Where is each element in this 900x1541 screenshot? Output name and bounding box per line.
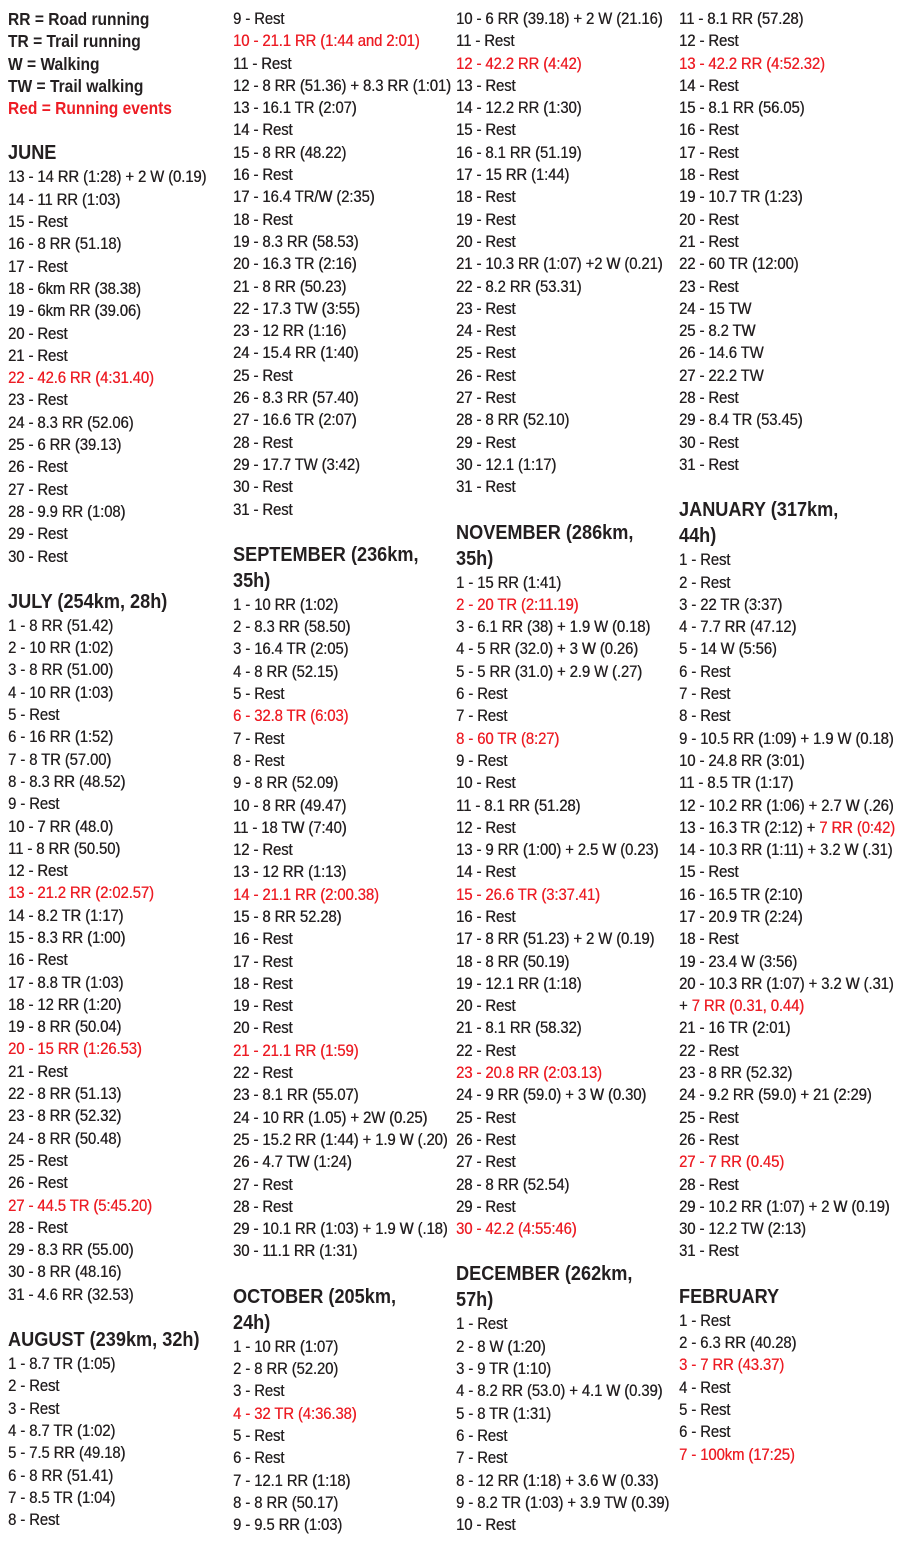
log-entry: 18 - 6km RR (38.38) xyxy=(8,278,141,298)
log-entry: 9 - Rest xyxy=(8,794,60,814)
log-entry: 6 - Rest xyxy=(233,1448,285,1468)
log-entry: 21 - Rest xyxy=(8,1061,68,1081)
log-entry: 4 - 8.7 TR (1:02) xyxy=(8,1420,116,1440)
log-entry: 20 - Rest xyxy=(8,323,68,343)
month-header-continued: 35h) xyxy=(456,546,494,570)
log-entry: 24 - 15 TW xyxy=(679,298,752,318)
log-entry: 11 - 8.5 TR (1:17) xyxy=(679,773,794,793)
text-segment: 13 - 16.3 TR (2:12) + xyxy=(679,817,820,837)
log-entry: 30 - Rest xyxy=(233,477,293,497)
log-entry: 27 - 16.6 TR (2:07) xyxy=(233,410,357,430)
log-entry: 6 - Rest xyxy=(456,1425,508,1445)
log-entry: 2 - 8 W (1:20) xyxy=(456,1336,546,1356)
log-entry-event: 21 - 21.1 RR (1:59) xyxy=(233,1040,359,1060)
log-entry: 7 - 12.1 RR (1:18) xyxy=(233,1470,351,1490)
log-entry: 29 - 10.2 RR (1:07) + 2 W (0.19) xyxy=(679,1196,890,1216)
log-entry: 1 - Rest xyxy=(679,550,731,570)
log-entry: 26 - Rest xyxy=(456,1129,516,1149)
log-entry: 23 - 8 RR (52.32) xyxy=(8,1106,122,1126)
log-entry: 18 - Rest xyxy=(679,165,739,185)
log-entry: 8 - 8 RR (50.17) xyxy=(233,1492,339,1512)
log-entry: 28 - Rest xyxy=(233,1196,293,1216)
log-entry-event: 27 - 7 RR (0.45) xyxy=(679,1152,785,1172)
log-entry: 5 - Rest xyxy=(233,684,285,704)
log-entry: 25 - Rest xyxy=(679,1107,739,1127)
log-entry: 16 - Rest xyxy=(233,165,293,185)
log-entry: 20 - Rest xyxy=(679,209,739,229)
log-entry: 15 - Rest xyxy=(8,212,68,232)
log-entry: 19 - Rest xyxy=(233,996,293,1016)
log-entry: 12 - Rest xyxy=(8,861,68,881)
event-segment: 7 RR (0.31, 0.44) xyxy=(691,996,805,1016)
log-entry: 2 - 10 RR (1:02) xyxy=(8,638,114,658)
log-entry: 3 - 22 TR (3:37) xyxy=(679,594,783,614)
log-entry: 14 - Rest xyxy=(233,120,293,140)
log-entry: 28 - Rest xyxy=(679,1174,739,1194)
log-entry: 31 - 4.6 RR (32.53) xyxy=(8,1284,134,1304)
log-entry: 16 - Rest xyxy=(456,906,516,926)
log-entry: 7 - 8.5 TR (1:04) xyxy=(8,1487,116,1507)
log-entry: 24 - 10 RR (1.05) + 2W (0.25) xyxy=(233,1107,428,1127)
log-entry: 28 - 8 RR (52.54) xyxy=(456,1174,570,1194)
log-entry-event: 6 - 32.8 TR (6:03) xyxy=(233,706,349,726)
log-entry: 6 - 16 RR (1:52) xyxy=(8,727,114,747)
log-entry: 10 - 7 RR (48.0) xyxy=(8,816,114,836)
log-entry: 26 - Rest xyxy=(8,1173,68,1193)
log-entry: 17 - 8.8 TR (1:03) xyxy=(8,972,124,992)
month-header: JUNE xyxy=(8,141,57,165)
log-entry: 2 - 8 RR (52.20) xyxy=(233,1359,339,1379)
month-header-continued: 57h) xyxy=(456,1288,494,1312)
log-entry: 31 - Rest xyxy=(456,477,516,497)
log-entry: 9 - 8.2 TR (1:03) + 3.9 TW (0.39) xyxy=(456,1492,670,1512)
log-entry: 29 - 10.1 RR (1:03) + 1.9 W (.18) xyxy=(233,1219,448,1239)
log-entry: 11 - Rest xyxy=(456,31,515,51)
log-entry: 7 - Rest xyxy=(233,728,285,748)
log-entry: 21 - 16 TR (2:01) xyxy=(679,1018,791,1038)
log-entry-event: 3 - 7 RR (43.37) xyxy=(679,1355,785,1375)
log-entry-event: 23 - 20.8 RR (2:03.13) xyxy=(456,1063,602,1083)
log-entry: 17 - 20.9 TR (2:24) xyxy=(679,906,803,926)
column-2 xyxy=(233,8,458,1536)
log-entry: 18 - 12 RR (1:20) xyxy=(8,994,122,1014)
month-header: NOVEMBER (286km, xyxy=(456,520,634,544)
log-entry-mixed xyxy=(679,817,900,839)
log-entry: 10 - Rest xyxy=(456,773,516,793)
log-entry: 14 - 11 RR (1:03) xyxy=(8,189,121,209)
log-entry: 2 - 6.3 RR (40.28) xyxy=(679,1333,797,1353)
log-entry: 21 - 8 RR (50.23) xyxy=(233,276,347,296)
log-entry: 5 - Rest xyxy=(233,1425,285,1445)
log-entry: 18 - Rest xyxy=(233,209,293,229)
log-entry: 6 - Rest xyxy=(679,661,731,681)
log-entry: 20 - Rest xyxy=(456,231,516,251)
log-entry-event: 4 - 32 TR (4:36.38) xyxy=(233,1403,357,1423)
log-entry: 30 - Rest xyxy=(679,432,739,452)
log-entry: 12 - Rest xyxy=(679,31,739,51)
log-entry: 9 - 10.5 RR (1:09) + 1.9 W (0.18) xyxy=(679,728,894,748)
legend-line-red: Red = Running events xyxy=(8,98,172,119)
log-entry: 14 - 8.2 TR (1:17) xyxy=(8,905,124,925)
log-entry: 2 - Rest xyxy=(8,1376,60,1396)
log-entry-event: 22 - 42.6 RR (4:31.40) xyxy=(8,368,154,388)
log-entry: 17 - 15 RR (1:44) xyxy=(456,165,570,185)
log-entry: 4 - 8 RR (52.15) xyxy=(233,661,339,681)
month-header-continued: 24h) xyxy=(233,1310,271,1334)
log-entry: 16 - Rest xyxy=(8,950,68,970)
log-entry: 24 - 9.2 RR (59.0) + 21 (2:29) xyxy=(679,1085,872,1105)
log-entry: 7 - 8 TR (57.00) xyxy=(8,749,112,769)
log-entry: 15 - 8.3 RR (1:00) xyxy=(8,927,126,947)
log-entry: 8 - Rest xyxy=(679,706,731,726)
log-entry: 10 - 8 RR (49.47) xyxy=(233,795,347,815)
log-entry: 3 - 16.4 TR (2:05) xyxy=(233,639,349,659)
log-entry: 7 - Rest xyxy=(679,684,731,704)
log-entry-event: 14 - 21.1 RR (2:00.38) xyxy=(233,884,379,904)
log-entry: 19 - 12.1 RR (1:18) xyxy=(456,973,582,993)
log-entry: 10 - 6 RR (39.18) + 2 W (21.16) xyxy=(456,9,663,28)
log-entry: 20 - Rest xyxy=(456,996,516,1016)
column-3 xyxy=(456,8,681,1536)
log-entry: 25 - Rest xyxy=(456,343,516,363)
log-entry: 23 - 12 RR (1:16) xyxy=(233,321,347,341)
log-entry: 31 - Rest xyxy=(233,499,293,519)
log-entry: 25 - Rest xyxy=(8,1150,68,1170)
log-entry-event: 13 - 21.2 RR (2:02.57) xyxy=(8,883,154,903)
log-entry: 26 - 8.3 RR (57.40) xyxy=(233,388,359,408)
text-segment: + xyxy=(679,996,692,1016)
month-header: JANUARY (317km, xyxy=(679,498,839,522)
log-entry: 22 - Rest xyxy=(456,1040,516,1060)
log-entry: 16 - 8 RR (51.18) xyxy=(8,234,122,254)
log-entry: 29 - Rest xyxy=(8,524,68,544)
log-entry: 9 - 8 RR (52.09) xyxy=(233,773,339,793)
log-entry: 18 - Rest xyxy=(233,973,293,993)
log-entry: 17 - Rest xyxy=(679,142,739,162)
log-entry: 5 - 14 W (5:56) xyxy=(679,639,777,659)
log-entry: 23 - Rest xyxy=(679,276,739,296)
log-entry-event: 13 - 42.2 RR (4:52.32) xyxy=(679,53,825,73)
log-entry: 28 - Rest xyxy=(233,432,293,452)
log-entry: 21 - Rest xyxy=(8,345,68,365)
log-entry: 4 - Rest xyxy=(679,1377,731,1397)
log-entry: 29 - 8.4 TR (53.45) xyxy=(679,410,803,430)
log-entry-event: 12 - 42.2 RR (4:42) xyxy=(456,53,582,73)
log-entry: 13 - 12 RR (1:13) xyxy=(233,862,347,882)
log-entry: 2 - 8.3 RR (58.50) xyxy=(233,617,351,637)
log-entry: 3 - Rest xyxy=(8,1398,60,1418)
log-entry: 23 - Rest xyxy=(456,298,516,318)
log-entry: 22 - 17.3 TW (3:55) xyxy=(233,298,360,318)
log-entry: 28 - 8 RR (52.10) xyxy=(456,410,570,430)
log-entry: 27 - Rest xyxy=(456,1152,516,1172)
log-entry: 9 - Rest xyxy=(456,750,508,770)
log-entry: 26 - 14.6 TW xyxy=(679,343,764,363)
month-header: FEBRUARY xyxy=(679,1284,780,1308)
log-entry: 12 - 8 RR (51.36) + 8.3 RR (1:01) xyxy=(233,75,451,95)
legend-line: TR = Trail running xyxy=(8,31,141,52)
log-entry: 19 - 6km RR (39.06) xyxy=(8,301,141,321)
log-entry: 20 - 10.3 RR (1:07) + 3.2 W (.31) xyxy=(679,973,894,993)
log-entry: 30 - 12.1 (1:17) xyxy=(456,454,557,474)
log-entry: 22 - 8.2 RR (53.31) xyxy=(456,276,582,296)
log-entry: 8 - 12 RR (1:18) + 3.6 W (0.33) xyxy=(456,1470,659,1490)
log-entry: 15 - 8.1 RR (56.05) xyxy=(679,98,805,118)
log-entry: 2 - Rest xyxy=(679,572,731,592)
log-entry: 24 - 8.3 RR (52.06) xyxy=(8,412,134,432)
log-entry: 11 - 8.1 RR (57.28) xyxy=(679,9,804,28)
log-entry: 27 - 22.2 TW xyxy=(679,365,764,385)
log-entry: 11 - 8 RR (50.50) xyxy=(8,838,121,858)
month-header: SEPTEMBER (236km, xyxy=(233,542,419,566)
log-entry: 13 - Rest xyxy=(456,75,516,95)
log-entry: 22 - 8 RR (51.13) xyxy=(8,1084,122,1104)
log-entry-mixed xyxy=(679,995,900,1017)
month-header: DECEMBER (262km, xyxy=(456,1262,633,1286)
log-entry: 8 - 8.3 RR (48.52) xyxy=(8,771,126,791)
log-entry: 15 - 8 RR (48.22) xyxy=(233,142,347,162)
log-entry: 11 - Rest xyxy=(233,53,292,73)
log-entry: 12 - Rest xyxy=(233,840,293,860)
log-entry: 15 - Rest xyxy=(456,120,516,140)
log-entry: 17 - Rest xyxy=(233,951,293,971)
log-entry: 16 - Rest xyxy=(679,120,739,140)
column-1 xyxy=(8,8,233,1531)
log-entry: 15 - 8 RR 52.28) xyxy=(233,906,342,926)
log-entry: 27 - Rest xyxy=(233,1174,293,1194)
log-entry: 30 - 12.2 TW (2:13) xyxy=(679,1219,806,1239)
log-entry: 26 - Rest xyxy=(456,365,516,385)
log-entry: 10 - Rest xyxy=(456,1515,516,1535)
log-entry: 29 - Rest xyxy=(456,1196,516,1216)
log-entry: 25 - 15.2 RR (1:44) + 1.9 W (.20) xyxy=(233,1129,448,1149)
log-entry: 23 - Rest xyxy=(8,390,68,410)
month-header: AUGUST (239km, 32h) xyxy=(8,1328,200,1352)
log-entry: 10 - 24.8 RR (3:01) xyxy=(679,750,805,770)
log-entry: 16 - 8.1 RR (51.19) xyxy=(456,142,582,162)
log-entry: 31 - Rest xyxy=(679,1241,739,1261)
log-entry: 4 - 8.2 RR (53.0) + 4.1 W (0.39) xyxy=(456,1381,663,1401)
log-entry: 30 - 8 RR (48.16) xyxy=(8,1262,122,1282)
month-header-continued: 44h) xyxy=(679,524,717,548)
log-entry: 22 - Rest xyxy=(679,1040,739,1060)
column-4 xyxy=(679,8,900,1466)
log-entry: 1 - 10 RR (1:07) xyxy=(233,1336,339,1356)
log-entry: 26 - 4.7 TW (1:24) xyxy=(233,1152,352,1172)
log-entry: 19 - 8.3 RR (58.53) xyxy=(233,231,359,251)
log-entry: 28 - 9.9 RR (1:08) xyxy=(8,501,126,521)
log-entry: 17 - 16.4 TR/W (2:35) xyxy=(233,187,375,207)
log-entry: 25 - 6 RR (39.13) xyxy=(8,435,122,455)
log-entry: 24 - 9 RR (59.0) + 3 W (0.30) xyxy=(456,1085,647,1105)
log-entry: 16 - Rest xyxy=(233,929,293,949)
log-entry: 7 - Rest xyxy=(456,1448,508,1468)
log-entry: 31 - Rest xyxy=(679,454,739,474)
log-entry-event: 30 - 42.2 (4:55:46) xyxy=(456,1219,577,1239)
log-entry: 29 - Rest xyxy=(456,432,516,452)
log-entry: 30 - 11.1 RR (1:31) xyxy=(233,1241,358,1261)
log-entry: 30 - Rest xyxy=(8,546,68,566)
log-entry: 27 - Rest xyxy=(456,388,516,408)
log-entry: 12 - Rest xyxy=(456,817,516,837)
log-entry-event: 7 - 100km (17:25) xyxy=(679,1444,795,1464)
log-entry: 25 - Rest xyxy=(233,365,293,385)
legend-line: RR = Road running xyxy=(8,9,150,29)
log-entry: 24 - 8 RR (50.48) xyxy=(8,1128,122,1148)
log-entry: 15 - Rest xyxy=(679,862,739,882)
log-entry: 20 - 16.3 TR (2:16) xyxy=(233,254,357,274)
log-entry: 29 - 17.7 TW (3:42) xyxy=(233,454,360,474)
log-entry: 1 - 8.7 TR (1:05) xyxy=(8,1354,116,1374)
month-header: JULY (254km, 28h) xyxy=(8,589,168,613)
log-entry: 24 - 15.4 RR (1:40) xyxy=(233,343,359,363)
legend-line: TW = Trail walking xyxy=(8,75,144,96)
log-entry: 6 - Rest xyxy=(456,684,508,704)
log-entry: 21 - 10.3 RR (1:07) +2 W (0.21) xyxy=(456,254,663,274)
log-entry: 1 - Rest xyxy=(456,1314,508,1334)
log-entry: 29 - 8.3 RR (55.00) xyxy=(8,1240,134,1260)
log-entry: 16 - 16.5 TR (2:10) xyxy=(679,884,803,904)
log-entry: 28 - Rest xyxy=(679,388,739,408)
log-entry-event: 20 - 15 RR (1:26.53) xyxy=(8,1039,142,1059)
log-entry: 6 - 8 RR (51.41) xyxy=(8,1465,114,1485)
log-entry: 22 - Rest xyxy=(233,1063,293,1083)
log-entry: 11 - 18 TW (7:40) xyxy=(233,817,347,837)
log-entry: 13 - 14 RR (1:28) + 2 W (0.19) xyxy=(8,167,207,187)
log-entry: 1 - 15 RR (1:41) xyxy=(456,572,562,592)
log-entry: 1 - Rest xyxy=(679,1310,731,1330)
log-entry: 14 - 10.3 RR (1:11) + 3.2 W (.31) xyxy=(679,840,893,860)
log-entry: 5 - Rest xyxy=(679,1399,731,1419)
log-entry: 18 - Rest xyxy=(679,929,739,949)
log-entry: 9 - Rest xyxy=(233,9,285,28)
log-entry: 24 - Rest xyxy=(456,321,516,341)
log-entry: 21 - 8.1 RR (58.32) xyxy=(456,1018,582,1038)
log-entry: 4 - 10 RR (1:03) xyxy=(8,682,114,702)
log-entry: 25 - Rest xyxy=(456,1107,516,1127)
log-entry: 19 - 10.7 TR (1:23) xyxy=(679,187,803,207)
legend-line: W = Walking xyxy=(8,53,100,74)
log-entry: 26 - Rest xyxy=(679,1129,739,1149)
log-entry: 1 - 10 RR (1:02) xyxy=(233,594,339,614)
log-entry-event: 10 - 21.1 RR (1:44 and 2:01) xyxy=(233,31,420,51)
log-entry: 5 - 5 RR (31.0) + 2.9 W (.27) xyxy=(456,661,643,681)
log-entry: 18 - 8 RR (50.19) xyxy=(456,951,570,971)
log-entry: 23 - 8 RR (52.32) xyxy=(679,1063,793,1083)
log-entry: 14 - 12.2 RR (1:30) xyxy=(456,98,582,118)
log-entry: 19 - Rest xyxy=(456,209,516,229)
month-header: OCTOBER (205km, xyxy=(233,1284,397,1308)
log-entry: 3 - Rest xyxy=(233,1381,285,1401)
log-entry: 22 - 60 TR (12:00) xyxy=(679,254,799,274)
log-entry: 5 - Rest xyxy=(8,705,60,725)
month-header-continued: 35h) xyxy=(233,568,271,592)
log-entry: 4 - 7.7 RR (47.12) xyxy=(679,617,797,637)
log-entry: 3 - 6.1 RR (38) + 1.9 W (0.18) xyxy=(456,617,651,637)
log-entry: 7 - Rest xyxy=(456,706,508,726)
log-entry: 3 - 8 RR (51.00) xyxy=(8,660,114,680)
log-entry: 3 - 9 TR (1:10) xyxy=(456,1359,551,1379)
log-entry: 6 - Rest xyxy=(679,1422,731,1442)
log-entry: 4 - 5 RR (32.0) + 3 W (0.26) xyxy=(456,639,638,659)
log-entry: 11 - 8.1 RR (51.28) xyxy=(456,795,581,815)
log-entry: 26 - Rest xyxy=(8,457,68,477)
log-entry: 17 - Rest xyxy=(8,256,68,276)
log-entry: 5 - 7.5 RR (49.18) xyxy=(8,1443,126,1463)
log-entry: 20 - Rest xyxy=(233,1018,293,1038)
log-entry: 5 - 8 TR (1:31) xyxy=(456,1403,551,1423)
log-entry: 17 - 8 RR (51.23) + 2 W (0.19) xyxy=(456,929,655,949)
event-segment: 7 RR (0:42) xyxy=(819,817,895,837)
log-entry-event: 27 - 44.5 TR (5:45.20) xyxy=(8,1195,152,1215)
log-entry: 8 - Rest xyxy=(233,750,285,770)
log-entry-event: 15 - 26.6 TR (3:37.41) xyxy=(456,884,600,904)
log-entry: 14 - Rest xyxy=(679,75,739,95)
log-entry: 23 - 8.1 RR (55.07) xyxy=(233,1085,359,1105)
log-entry-event: 2 - 20 TR (2:11.19) xyxy=(456,594,579,614)
log-entry: 28 - Rest xyxy=(8,1217,68,1237)
log-entry: 25 - 8.2 TW xyxy=(679,321,756,341)
log-entry: 13 - 16.1 TR (2:07) xyxy=(233,98,357,118)
log-entry: 19 - 23.4 W (3:56) xyxy=(679,951,798,971)
log-entry: 1 - 8 RR (51.42) xyxy=(8,615,114,635)
log-entry: 8 - Rest xyxy=(8,1510,60,1530)
log-entry: 14 - Rest xyxy=(456,862,516,882)
log-entry: 21 - Rest xyxy=(679,231,739,251)
log-entry: 27 - Rest xyxy=(8,479,68,499)
log-entry: 19 - 8 RR (50.04) xyxy=(8,1017,122,1037)
log-entry: 13 - 9 RR (1:00) + 2.5 W (0.23) xyxy=(456,840,659,860)
log-entry: 18 - Rest xyxy=(456,187,516,207)
log-entry-event: 8 - 60 TR (8:27) xyxy=(456,728,560,748)
log-entry: 12 - 10.2 RR (1:06) + 2.7 W (.26) xyxy=(679,795,894,815)
log-entry: 9 - 9.5 RR (1:03) xyxy=(233,1515,343,1535)
